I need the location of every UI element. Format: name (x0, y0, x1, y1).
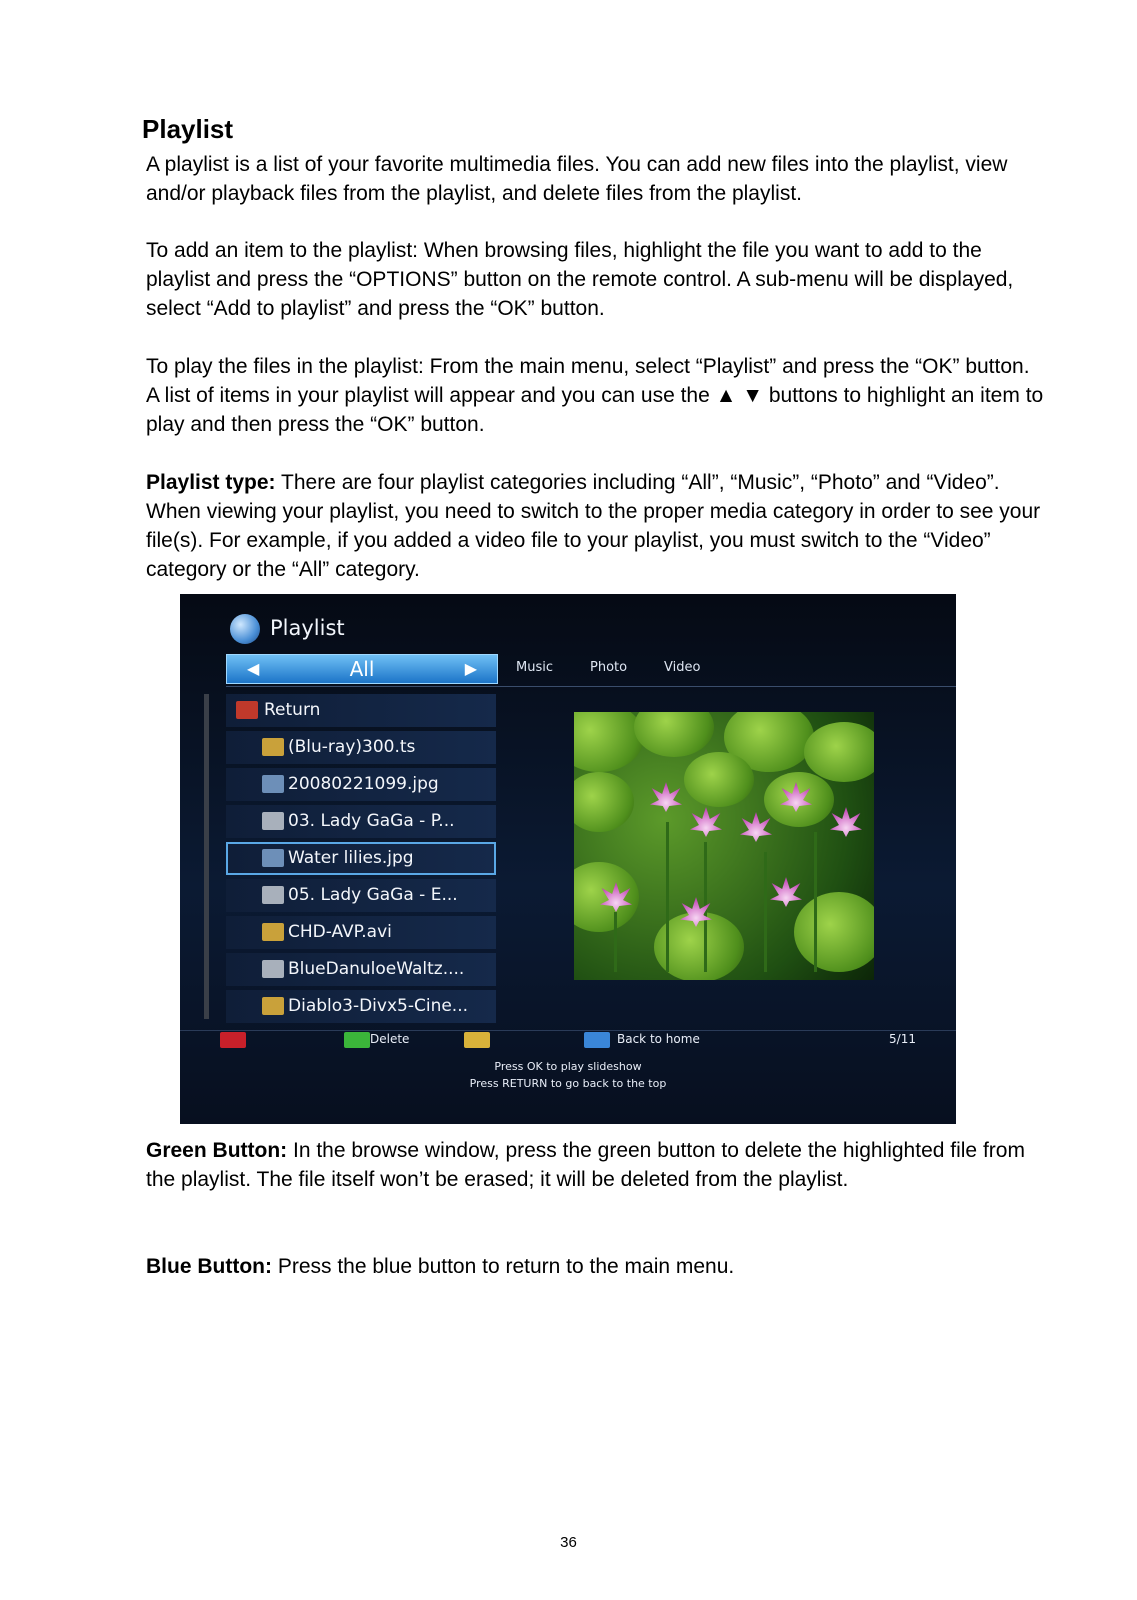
blue-button-label: Blue Button: (146, 1255, 272, 1278)
hint-ok: Press OK to play slideshow (494, 1060, 642, 1073)
play-files-paragraph: To play the files in the playlist: From the main menu, select “Playlist” and press the “OK” button. A list of items in your playlist will appear and you can use the ▲ ▼ buttons to highlight an item to play and then press the “OK” button. (146, 355, 1044, 436)
tab-photo[interactable]: Photo (590, 660, 628, 675)
intro-paragraph: A playlist is a list of your favorite multimedia files. You can add new files into the playlist, view and/or playback files from the playlist, and delete files from the playlist. (146, 153, 1008, 205)
globe-icon (230, 614, 260, 644)
playlist-type-label: Playlist type: (146, 471, 276, 494)
tab-video[interactable]: Video (664, 660, 701, 675)
list-item-selected[interactable] (226, 842, 496, 875)
header-divider (226, 686, 956, 687)
list-item-label: 20080221099.jpg (288, 774, 439, 794)
file-list (226, 694, 496, 1027)
scrollbar[interactable] (204, 694, 209, 1019)
green-button-paragraph (146, 1136, 1046, 1194)
blue-key-icon[interactable] (584, 1032, 610, 1048)
blue-button-paragraph (146, 1252, 1046, 1281)
list-item[interactable] (226, 768, 496, 801)
return-icon (236, 701, 258, 719)
list-item[interactable] (226, 916, 496, 949)
current-category: All (349, 657, 375, 681)
category-selector[interactable] (226, 654, 498, 684)
list-item-label: Diablo3-Divx5-Cine... (288, 996, 469, 1016)
tab-music[interactable]: Music (516, 660, 553, 675)
list-item-label: CHD-AVP.avi (288, 922, 392, 942)
back-to-home-label: Back to home (617, 1032, 700, 1046)
list-item[interactable] (226, 805, 496, 838)
playlist-screenshot (180, 594, 956, 1124)
list-item-label: Return (264, 700, 321, 720)
hint-return: Press RETURN to go back to the top (469, 1077, 667, 1090)
list-item[interactable] (226, 990, 496, 1023)
list-item-return[interactable] (226, 694, 496, 727)
playlist-type-paragraph (146, 468, 1046, 584)
list-item-label: (Blu-ray)300.ts (288, 737, 416, 757)
add-item-paragraph: To add an item to the playlist: When browsing files, highlight the file you want to add to the playlist and press the “OPTIONS” button on the remote control. A sub-menu will be displayed, select “Add to playlist” and press the “OK” button. (146, 239, 1014, 320)
left-arrow-icon[interactable]: ◀ (247, 659, 260, 678)
footer-divider (180, 1030, 956, 1031)
list-item-label: 05. Lady GaGa - E... (288, 885, 458, 905)
page-heading: Playlist (142, 114, 234, 144)
screen-title: Playlist (270, 616, 345, 640)
video-file-icon (262, 738, 284, 756)
video-file-icon (262, 997, 284, 1015)
green-key-icon[interactable] (344, 1032, 370, 1048)
photo-file-icon (262, 849, 284, 867)
page-number: 36 (560, 1534, 577, 1551)
list-item[interactable] (226, 879, 496, 912)
playlist-type-text: There are four playlist categories including “All”, “Music”, “Photo” and “Video”. When viewing your playlist, you need to switch to the proper media category in order to see your file(s). For example, if you added a video file to your playlist, you must switch to the “Video” category or the “All” category. (146, 471, 1041, 581)
music-file-icon (262, 960, 284, 978)
blue-button-text: Press the blue button to return to the main menu. (271, 1255, 735, 1278)
list-item-label: BlueDanuloeWaltz.... (288, 959, 465, 979)
item-counter: 5/11 (889, 1032, 916, 1046)
delete-label: Delete (370, 1032, 410, 1046)
music-file-icon (262, 812, 284, 830)
photo-preview (574, 712, 874, 980)
photo-file-icon (262, 775, 284, 793)
music-file-icon (262, 886, 284, 904)
red-key-icon[interactable] (220, 1032, 246, 1048)
list-item[interactable] (226, 953, 496, 986)
green-button-text: In the browse window, press the green button to delete the highlighted file from the playlist. The file itself won’t be erased; it will be deleted from the playlist. (146, 1139, 1025, 1191)
green-button-label: Green Button: (146, 1139, 288, 1162)
list-item-label: Water lilies.jpg (288, 848, 414, 868)
yellow-key-icon[interactable] (464, 1032, 490, 1048)
right-arrow-icon[interactable]: ▶ (464, 659, 477, 678)
list-item-label: 03. Lady GaGa - P... (288, 811, 455, 831)
video-file-icon (262, 923, 284, 941)
list-item[interactable] (226, 731, 496, 764)
